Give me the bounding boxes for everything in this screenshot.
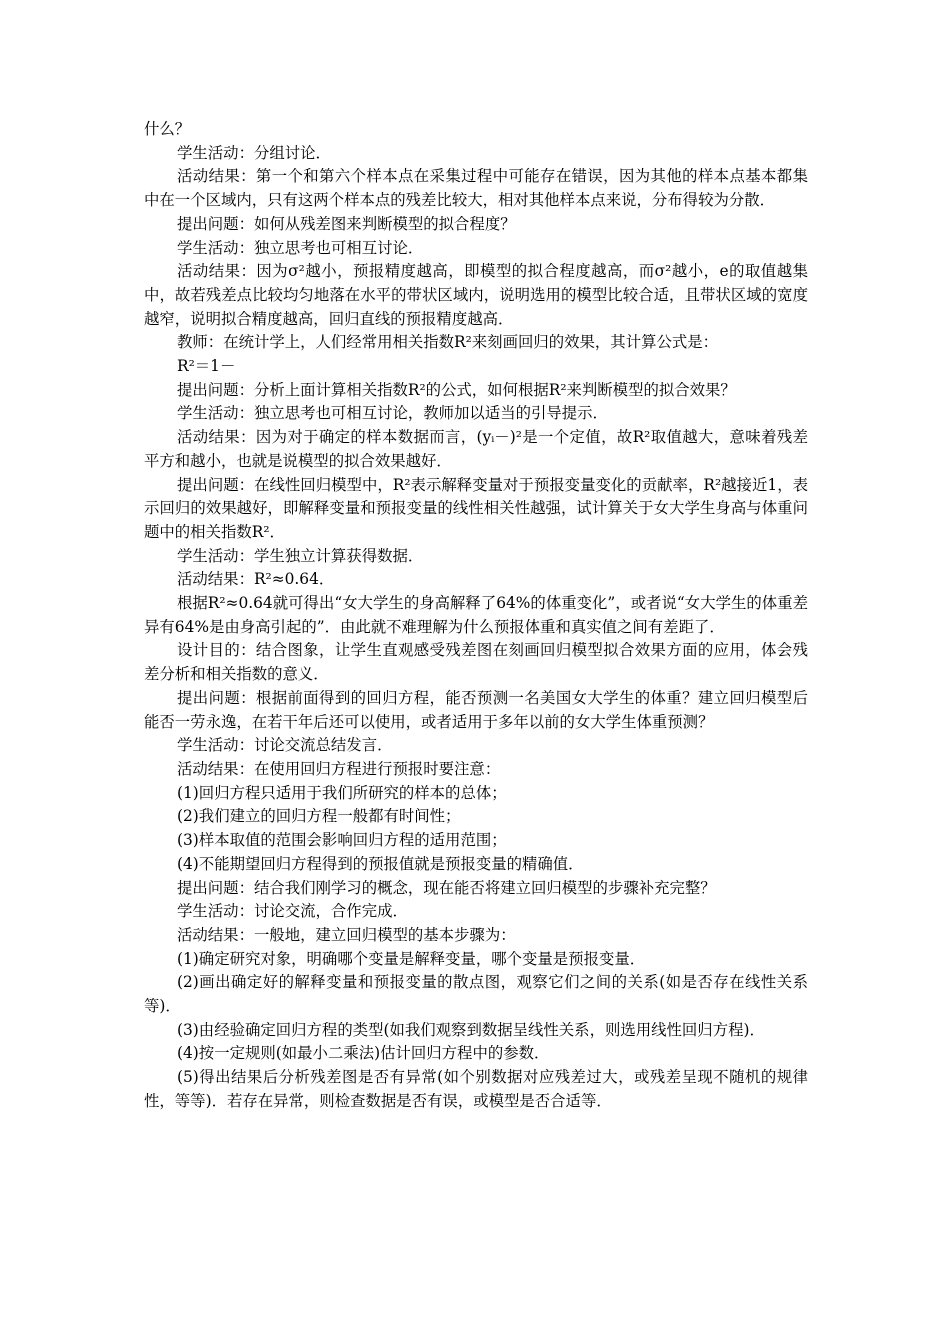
paragraph: 学生活动：学生独立计算获得数据． <box>177 546 424 565</box>
paragraph: 提出问题：在线性回归模型中，R²表示解释变量对于预报变量变化的贡献率，R²越接近1，表示回归的效果越好，即解释变量和预报变量的线性相关性越强，试计算关于女大学生身高与体重问题中的相关指数R²． <box>144 475 808 541</box>
list-item: (4)不能期望回归方程得到的预报值就是预报变量的精确值． <box>177 854 584 873</box>
paragraph: 提出问题：根据前面得到的回归方程，能否预测一名美国女大学生的体重？建立回归模型后能否一劳永逸，在若干年后还可以使用，或者适用于多年以前的女大学生体重预测？ <box>144 688 808 731</box>
paragraph: 学生活动：讨论交流总结发言． <box>177 736 393 755</box>
list-item: (4)按一定规则(如最小二乘法)估计回归方程中的参数． <box>177 1044 550 1063</box>
paragraph: 提出问题：如何从残差图来判断模型的拟合程度？ <box>177 214 516 233</box>
list-item: (1)确定研究对象，明确哪个变量是解释变量，哪个变量是预报变量． <box>177 949 646 968</box>
list-item: (2)画出确定好的解释变量和预报变量的散点图，观察它们之间的关系(如是否存在线性关系等)． <box>144 973 808 1016</box>
paragraph: 活动结果：因为σ²越小，预报精度越高，即模型的拟合程度越高，而σ²越小，e的取值越集中，故若残差点比较均匀地落在水平的带状区域内，说明选用的模型比较合适，且带状区域的宽度越窄，说明拟合精度越高，回归直线的预报精度越高． <box>144 262 808 328</box>
formula-line: R²＝1－ <box>177 357 236 376</box>
paragraph: 学生活动：独立思考也可相互讨论，教师加以适当的引导提示． <box>177 404 608 423</box>
paragraph: 活动结果：第一个和第六个样本点在采集过程中可能存在错误，因为其他的样本点基本都集中在一个区域内，只有这两个样本点的残差比较大，相对其他样本点来说，分布得较为分散． <box>144 167 808 210</box>
paragraph: 什么？ <box>144 120 191 138</box>
paragraph: 活动结果：R²≈0.64． <box>177 570 335 589</box>
paragraph: 活动结果：因为对于确定的样本数据而言，(yᵢ－)²是一个定值，故R²取值越大，意味着残差平方和越小，也就是说模型的拟合效果越好． <box>144 428 808 470</box>
list-item: (1)回归方程只适用于我们所研究的样本的总体； <box>177 783 507 802</box>
paragraph: 活动结果：一般地，建立回归模型的基本步骤为： <box>177 925 516 944</box>
paragraph: 提出问题：结合我们刚学习的概念，现在能否将建立回归模型的步骤补充完整？ <box>177 878 716 897</box>
paragraph: 学生活动：分组讨论． <box>177 143 331 162</box>
paragraph: 根据R²≈0.64就可得出“女大学生的身高解释了64%的体重变化”，或者说“女大学生的体重差异有64%是由身高引起的”．由此就不难理解为什么预报体重和真实值之间有差距了． <box>144 594 808 636</box>
paragraph: 学生活动：讨论交流，合作完成． <box>177 902 408 921</box>
paragraph: 提出问题：分析上面计算相关指数R²的公式，如何根据R²来判断模型的拟合效果？ <box>177 380 736 399</box>
paragraph: 教师：在统计学上，人们经常用相关指数R²来刻画回归的效果，其计算公式是： <box>177 333 719 352</box>
list-item: (2)我们建立的回归方程一般都有时间性； <box>177 807 461 826</box>
list-item: (3)样本取值的范围会影响回归方程的适用范围； <box>177 831 507 850</box>
document-body <box>144 118 808 1114</box>
list-item: (3)由经验确定回归方程的类型(如我们观察到数据呈线性关系，则选用线性回归方程)． <box>177 1020 765 1039</box>
list-item: (5)得出结果后分析残差图是否有异常(如个别数据对应残差过大，或残差呈现不随机的规律性，等等)．若存在异常，则检查数据是否有误，或模型是否合适等． <box>144 1068 808 1110</box>
paragraph: 学生活动：独立思考也可相互讨论． <box>177 238 424 257</box>
paragraph: 活动结果：在使用回归方程进行预报时要注意： <box>177 759 501 778</box>
paragraph: 设计目的：结合图象，让学生直观感受残差图在刻画回归模型拟合效果方面的应用，体会残差分析和相关指数的意义． <box>144 641 808 684</box>
